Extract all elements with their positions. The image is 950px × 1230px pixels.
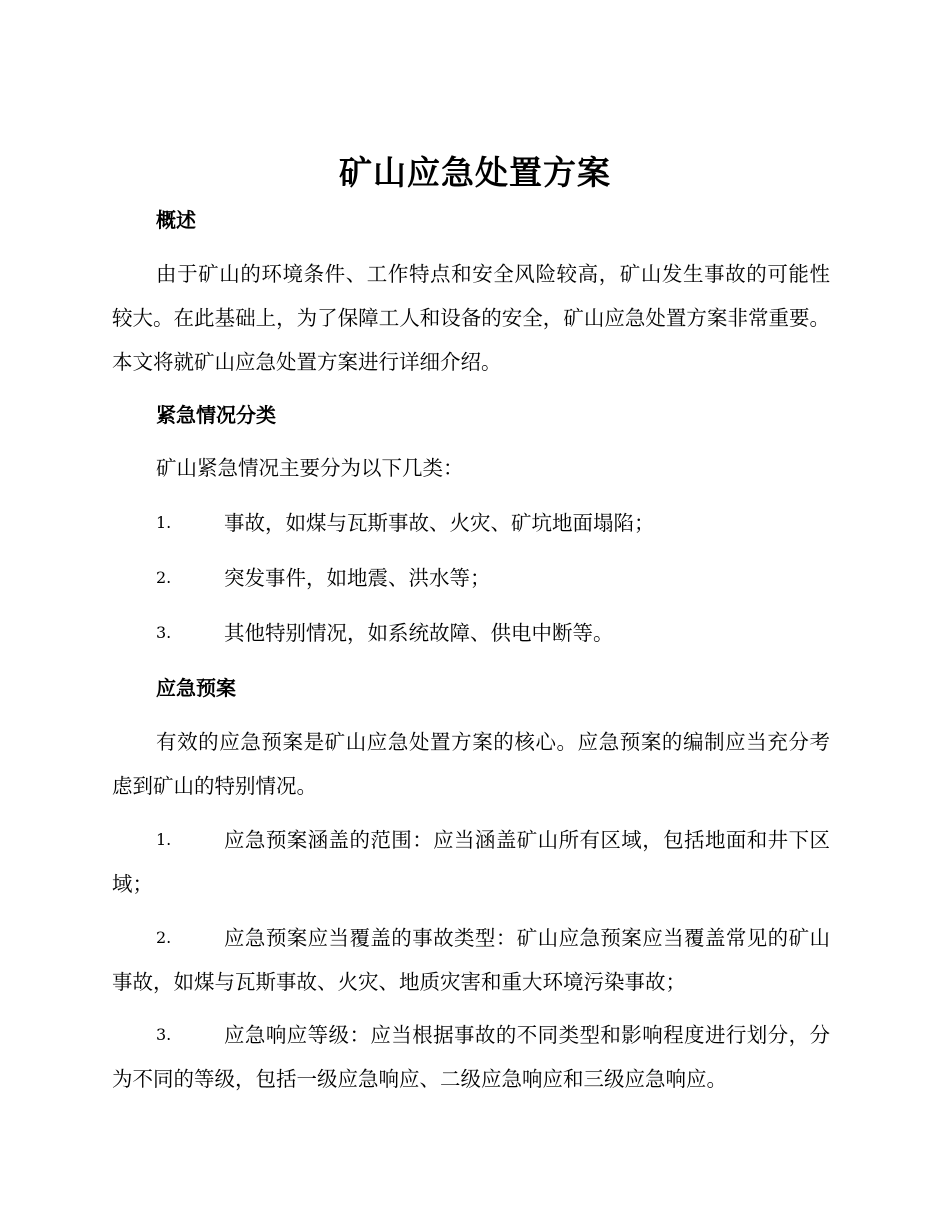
list-item-text: 应急响应等级：应当根据事故的不同类型和影响程度进行划分，分为不同的等级，包括一级应急响应、二级应急响应和三级应急响应。 <box>112 1023 830 1091</box>
list-item-text: 应急预案涵盖的范围：应当涵盖矿山所有区域，包括地面和井下区域； <box>112 828 830 896</box>
heading-plan: 应急预案 <box>156 676 236 700</box>
list-item <box>112 556 830 600</box>
document-title: 矿山应急处置方案 <box>339 153 611 192</box>
classification-intro: 矿山紧急情况主要分为以下几类： <box>156 456 464 480</box>
list-item <box>112 1013 830 1101</box>
list-item <box>112 611 830 655</box>
list-item-text: 其他特别情况，如系统故障、供电中断等。 <box>224 621 614 645</box>
list-item <box>112 916 830 1004</box>
list-item-text: 事故，如煤与瓦斯事故、火灾、矿坑地面塌陷； <box>224 511 655 535</box>
heading-overview: 概述 <box>156 208 196 232</box>
list-item-number: 1. <box>156 830 172 849</box>
list-item-text: 应急预案应当覆盖的事故类型：矿山应急预案应当覆盖常见的矿山事故，如煤与瓦斯事故、火灾、地质灾害和重大环境污染事故； <box>112 926 830 994</box>
list-item <box>112 501 830 545</box>
list-item-text: 突发事件，如地震、洪水等； <box>224 566 491 590</box>
paragraph-overview: 由于矿山的环境条件、工作特点和安全风险较高，矿山发生事故的可能性较大。在此基础上，为了保障工人和设备的安全，矿山应急处置方案非常重要。本文将就矿山应急处置方案进行详细介绍。 <box>112 262 830 374</box>
list-item <box>112 818 830 906</box>
heading-classification: 紧急情况分类 <box>156 403 276 427</box>
list-item-number: 3. <box>156 623 172 642</box>
list-item-number: 2. <box>156 928 172 947</box>
list-item-number: 1. <box>156 513 172 532</box>
list-item-number: 2. <box>156 568 172 587</box>
list-item-number: 3. <box>156 1025 172 1044</box>
paragraph-plan: 有效的应急预案是矿山应急处置方案的核心。应急预案的编制应当充分考虑到矿山的特别情况。 <box>112 730 830 798</box>
